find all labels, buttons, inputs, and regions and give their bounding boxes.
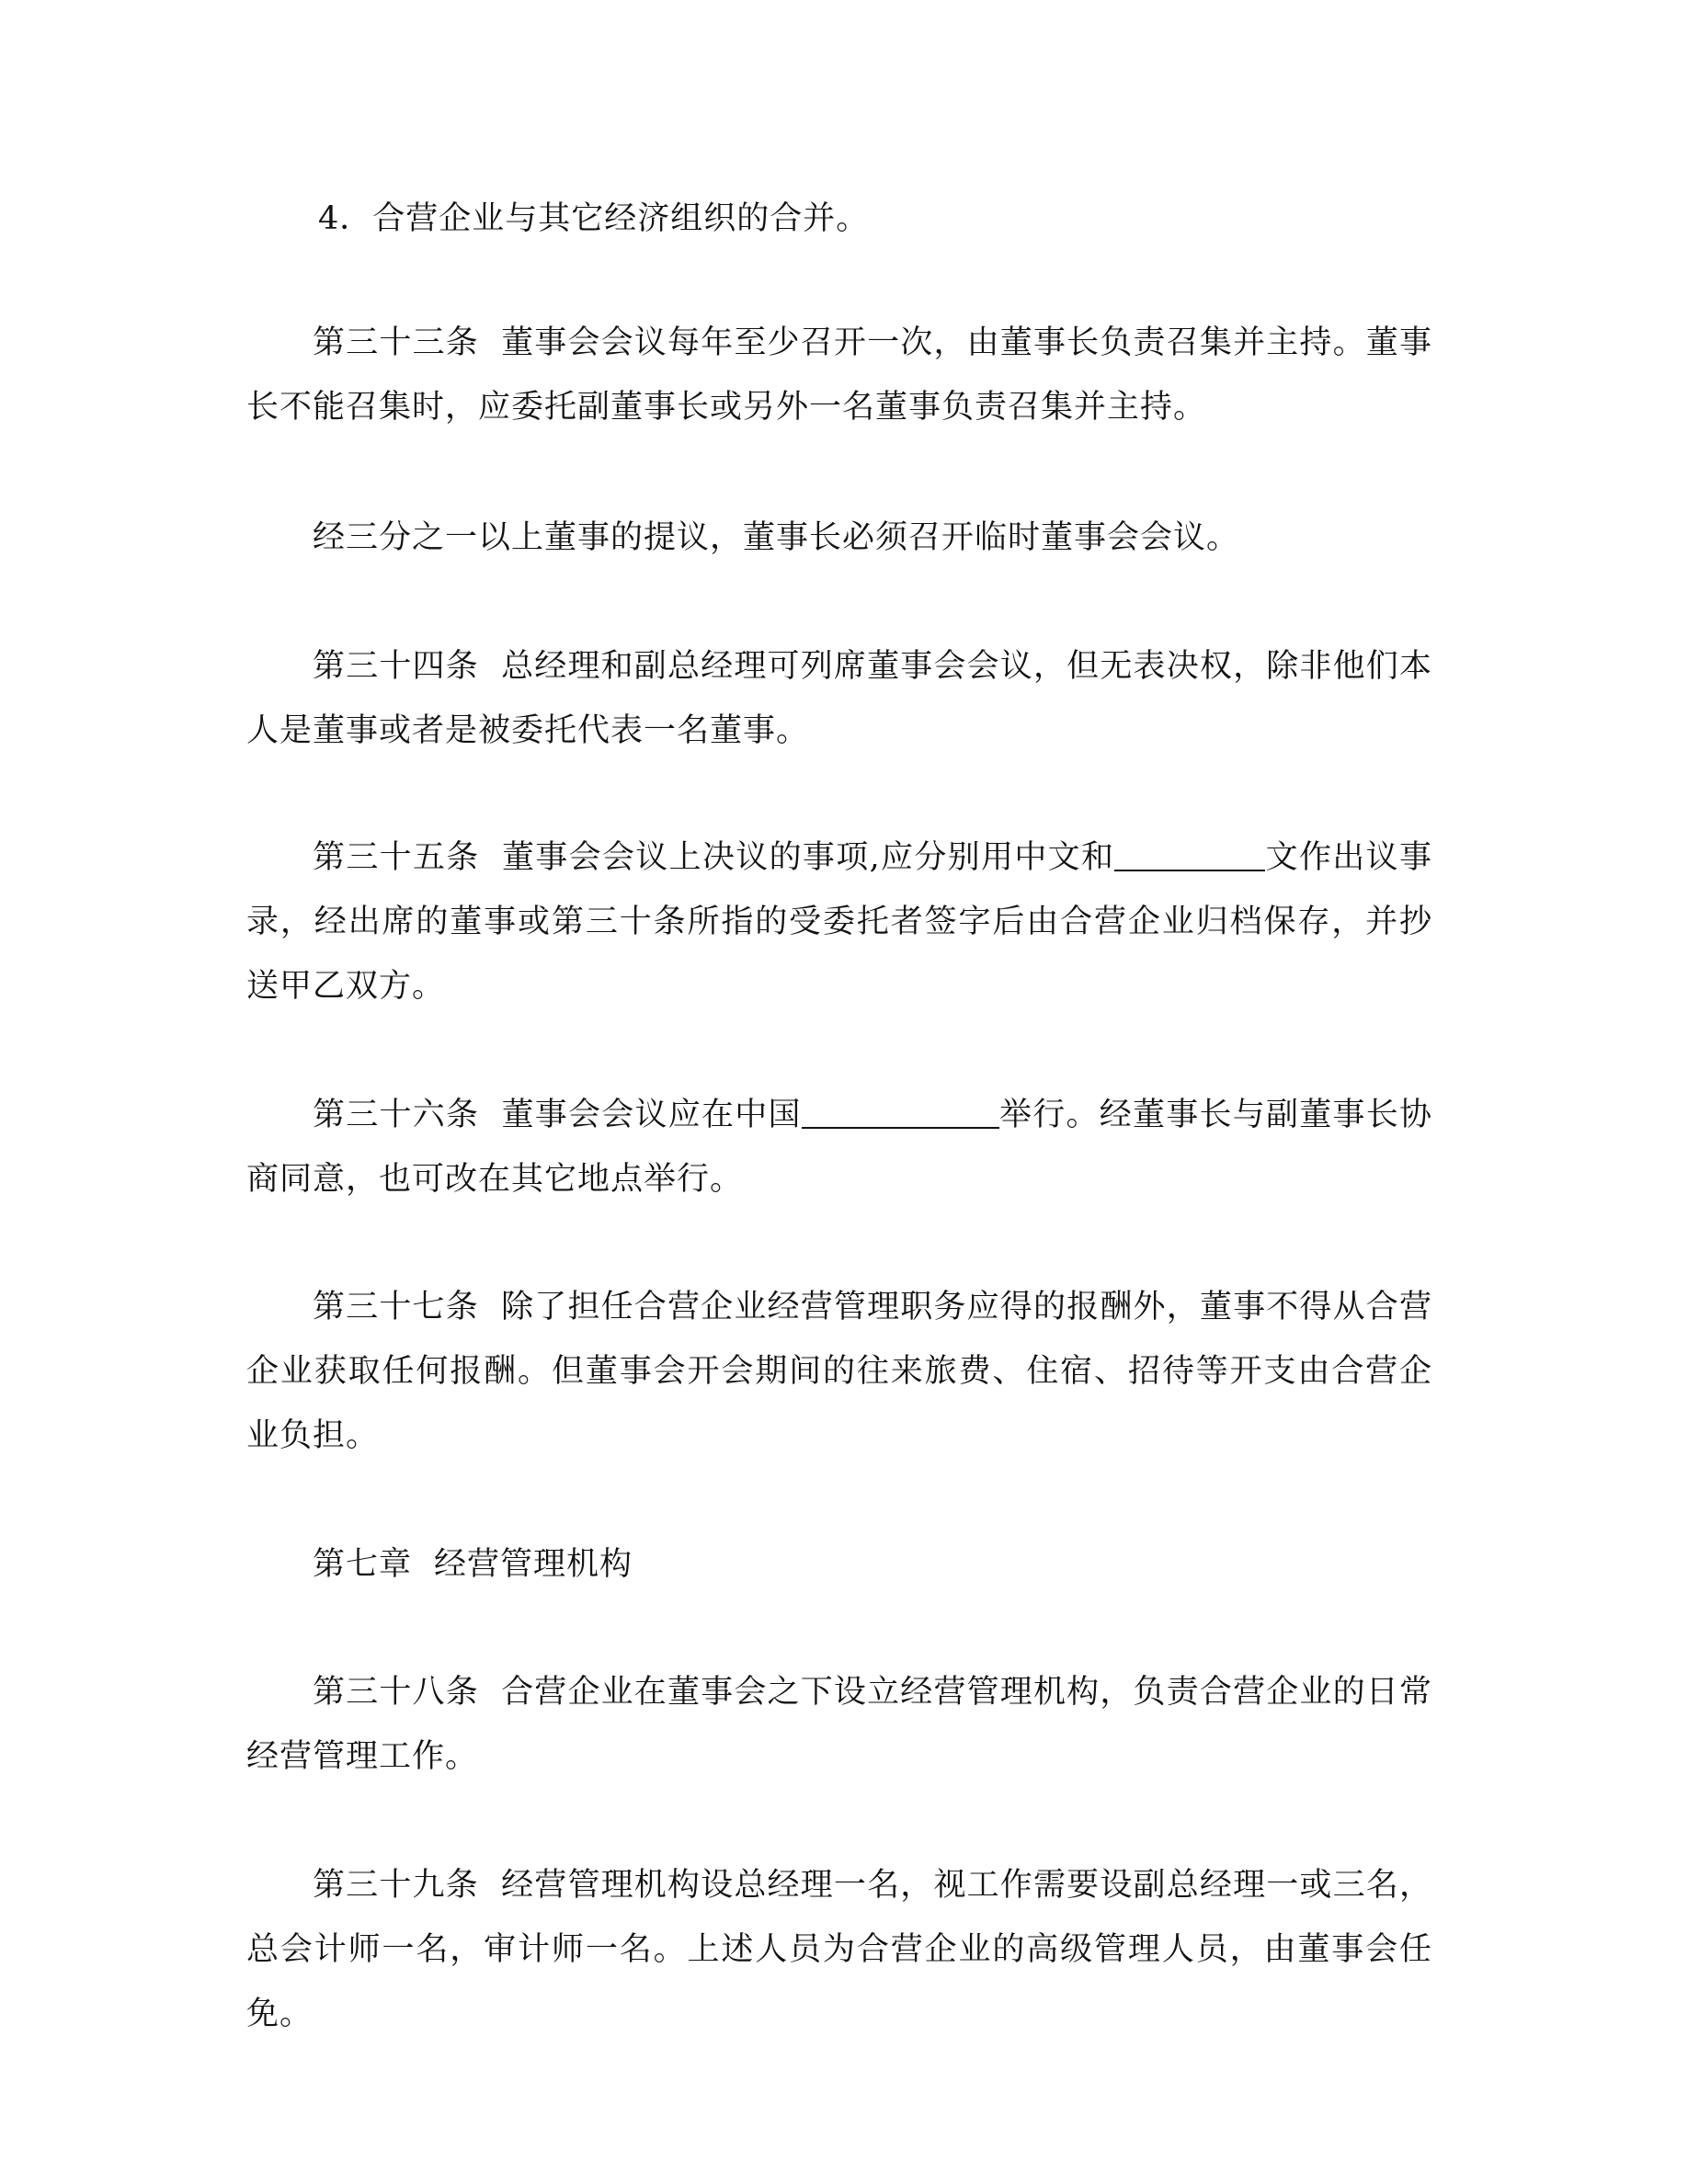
article-37-paragraph (246, 1275, 1432, 1468)
article-38-paragraph (246, 1660, 1432, 1789)
article-37-number: 第三十七条 (313, 1289, 479, 1325)
article-39-text: 经营管理机构设总经理一名，视工作需要设副总经理一或三名，总会计师一名，审计师一名。上述人员为合营企业的高级管理人员，由董事会任免。 (246, 1867, 1432, 2032)
item-4-text: 4．合营企业与其它经济组织的合并。 (318, 200, 870, 237)
chapter-7-number: 第七章 (313, 1546, 413, 1583)
article-33-number: 第三十三条 (313, 324, 479, 361)
language-blank-line (1114, 836, 1265, 871)
article-35-text-before: 董事会会议上决议的事项,应分别用中文和 (501, 839, 1115, 876)
article-36-number: 第三十六条 (313, 1097, 480, 1133)
article-36-paragraph (246, 1083, 1432, 1211)
chapter-7-heading (246, 1532, 1432, 1597)
article-39-number: 第三十九条 (313, 1867, 479, 1904)
article-37-text: 除了担任合营企业经营管理职务应得的报酬外，董事不得从合营企业获取任何报酬。但董事会开会期间的往来旅费、住宿、招待等开支由合营企业负担。 (246, 1289, 1432, 1454)
article-39-paragraph (246, 1853, 1432, 2046)
article-36-text-after: 举行。经董事长与副董事长协商同意，也可改在其它地点举行。 (246, 1097, 1432, 1198)
article-33-paragraph (246, 311, 1432, 439)
item-4-paragraph (246, 187, 1432, 251)
article-35-text-after: 文作出议事录，经出席的董事或第三十条所指的受委托者签字后由合营企业归档保存，并抄送甲乙双方。 (246, 839, 1432, 1005)
article-35-paragraph (246, 825, 1432, 1018)
article-33-text: 董事会会议每年至少召开一次，由董事长负责召集并主持。董事长不能召集时，应委托副董事长或另外一名董事负责召集并主持。 (246, 324, 1432, 426)
article-34-paragraph (246, 634, 1432, 763)
article-38-number: 第三十八条 (313, 1674, 479, 1711)
article-36-text-before: 董事会会议应在中国 (501, 1097, 802, 1133)
article-34-text: 总经理和副总经理可列席董事会会议，但无表决权，除非他们本人是董事或者是被委托代表一名董事。 (246, 648, 1432, 749)
article-33-extra-text: 经三分之一以上董事的提议，董事长必须召开临时董事会会议。 (313, 519, 1240, 556)
article-34-number: 第三十四条 (313, 648, 479, 685)
article-38-text: 合营企业在董事会之下设立经营管理机构，负责合营企业的日常经营管理工作。 (246, 1674, 1432, 1775)
location-blank-line (802, 1094, 999, 1129)
chapter-7-title: 经营管理机构 (434, 1546, 633, 1583)
article-33-extra-paragraph (246, 506, 1432, 570)
article-35-number: 第三十五条 (313, 839, 480, 876)
